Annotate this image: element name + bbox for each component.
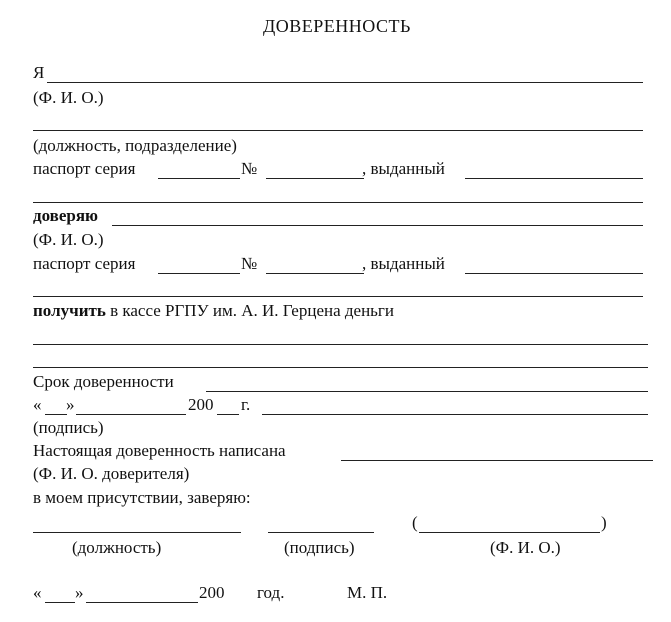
passport-number-label-2: № <box>241 254 258 273</box>
position-hint: (должность, подразделение) <box>33 136 237 155</box>
passport-series-field-1[interactable] <box>158 178 240 179</box>
passport-number-field-1[interactable] <box>266 178 364 179</box>
written-by-field[interactable] <box>341 460 653 461</box>
date2-year-prefix: 200 <box>199 583 225 602</box>
stamp-label: М. П. <box>347 583 388 602</box>
position-caption: (должность) <box>72 538 162 557</box>
position-field[interactable] <box>33 130 643 131</box>
date1-suffix: г. <box>241 395 251 414</box>
fio-caption: (Ф. И. О.) <box>490 538 561 557</box>
certifier-signature-field[interactable] <box>268 532 374 533</box>
receive-rest: в кассе РГПУ им. А. И. Герцена деньги <box>105 301 394 320</box>
date2-close-quote: » <box>75 583 84 602</box>
receive-line <box>33 301 394 321</box>
validity-signature-field[interactable] <box>262 414 648 415</box>
signature-caption: (подпись) <box>284 538 355 557</box>
fio-hint-2: (Ф. И. О.) <box>33 230 104 249</box>
amount-field-2[interactable] <box>33 367 648 368</box>
certifier-fio-field[interactable] <box>419 532 600 533</box>
document-title: ДОВЕРЕННОСТЬ <box>263 16 411 36</box>
written-by-label: Настоящая доверенность написана <box>33 441 286 460</box>
signature-hint: (подпись) <box>33 418 104 437</box>
issued-by-label-2: , выданный <box>362 254 445 273</box>
certifier-position-field[interactable] <box>33 532 241 533</box>
date2-suffix: год. <box>257 583 285 602</box>
trustee-name-field[interactable] <box>112 225 643 226</box>
principal-name-field[interactable] <box>47 82 643 83</box>
fio-open-paren: ( <box>412 513 418 532</box>
fio-close-paren: ) <box>601 513 607 532</box>
issued-by-continuation-1[interactable] <box>33 202 643 203</box>
issued-by-field-2[interactable] <box>465 273 643 274</box>
date1-year-prefix: 200 <box>188 395 214 414</box>
issued-by-continuation-2[interactable] <box>33 296 643 297</box>
validity-field[interactable] <box>206 391 648 392</box>
date1-year-field[interactable] <box>217 414 239 415</box>
fio-hint-1: (Ф. И. О.) <box>33 88 104 107</box>
date1-close-quote: » <box>66 395 75 414</box>
date1-day-field[interactable] <box>45 414 67 415</box>
date1-open-quote: « <box>33 395 42 414</box>
date2-open-quote: « <box>33 583 42 602</box>
amount-field-1[interactable] <box>33 344 648 345</box>
passport-series-label-2: паспорт серия <box>33 254 136 273</box>
passport-series-field-2[interactable] <box>158 273 240 274</box>
ya-label: Я <box>33 63 45 82</box>
date2-month-field[interactable] <box>86 602 198 603</box>
issued-by-field-1[interactable] <box>465 178 643 179</box>
trustor-fio-hint: (Ф. И. О. доверителя) <box>33 464 190 483</box>
passport-number-field-2[interactable] <box>266 273 364 274</box>
issued-by-label-1: , выданный <box>362 159 445 178</box>
trust-label: доверяю <box>33 206 99 225</box>
date2-day-field[interactable] <box>45 602 75 603</box>
passport-series-label-1: паспорт серия <box>33 159 136 178</box>
receive-bold: получить <box>33 301 106 320</box>
passport-number-label-1: № <box>241 159 258 178</box>
validity-label: Срок доверенности <box>33 372 174 391</box>
certify-label: в моем присутствии, заверяю: <box>33 488 251 507</box>
date1-month-field[interactable] <box>76 414 186 415</box>
